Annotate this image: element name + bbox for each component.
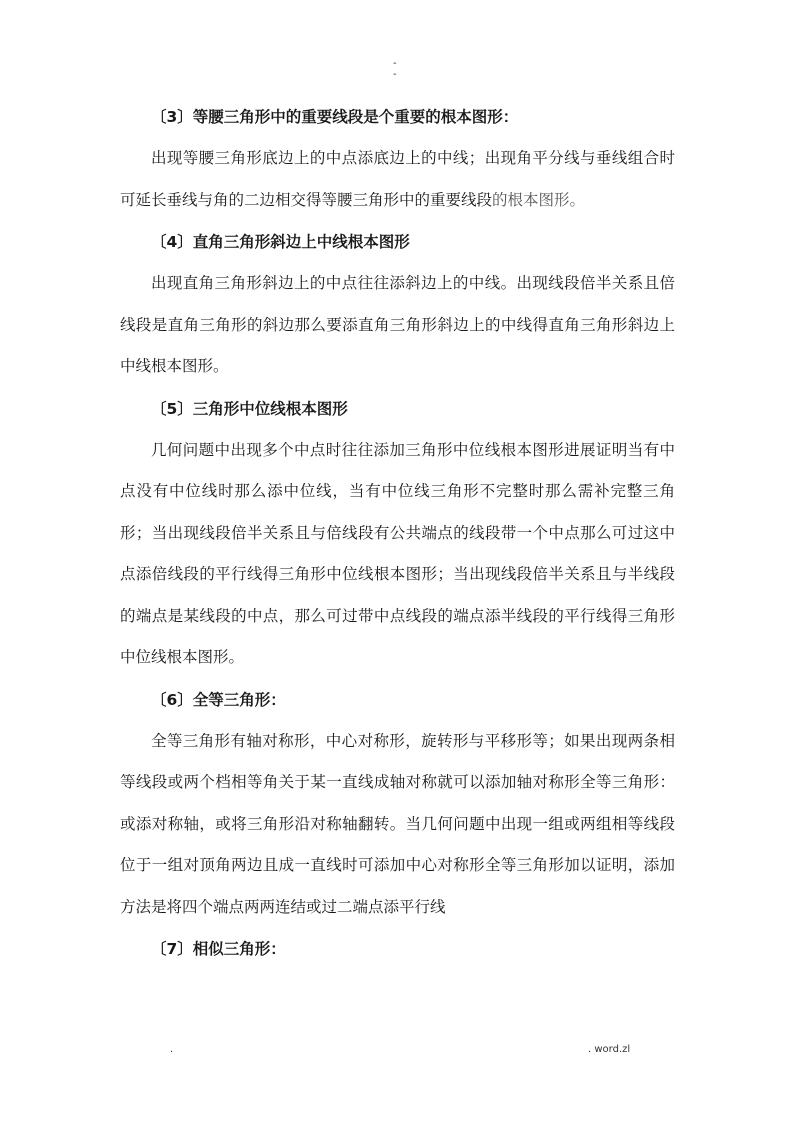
header-mark-top: - [393, 58, 397, 69]
header-mark [393, 58, 397, 80]
document-body [120, 96, 675, 970]
section-body-5: 几何问题中出现多个中点时往往添加三角形中位线根本图形进展证明当有中点没有中位线时那么添中位线，当有中位线三角形不完整时那么需补完整三角形；当出现线段倍半关系且与倍线段有公共端点的线段带一个中点那么可过这中点添倍线段的平行线得三角形中位线根本图形；当出现线段倍半关系且与半线段的端点是某线段的中点，那么可过带中点线段的端点添半线段的平行线得三角形中位线根本图形。 [120, 440, 675, 666]
section-heading-3: 〔3〕等腰三角形中的重要线段是个重要的根本图形： [151, 108, 519, 126]
section-heading-6: 〔6〕全等三角形： [151, 690, 286, 709]
footer-right: . word.zl [588, 1044, 631, 1055]
section-body-3-text: 出现等腰三角形底边上的中点添底边上的中线；出现角平分线与垂线组合时可延长垂线与角的二边相交得等腰三角形中的重要线段 [120, 149, 675, 209]
section-heading-4: 〔4〕直角三角形斜边上中线根本图形 [151, 233, 410, 251]
header-mark-bottom: - [393, 69, 397, 80]
section-body-6: 全等三角形有轴对称形，中心对称形，旋转形与平移形等；如果出现两条相等线段或两个档相等角关于某一直线成轴对称就可以添加轴对称形全等三角形：或添对称轴，或将三角形沿对称轴翻转。当几何问题中出现一组或两组相等线段位于一组对顶角两边且成一直线时可添加中心对称形全等三角形加以证明，添加方法是将四个端点两两连结或过二端点添平行线 [120, 731, 675, 916]
section-heading-5: 〔5〕三角形中位线根本图形 [151, 399, 348, 418]
section-body-3 [120, 138, 675, 221]
section-body-3-tail: 的根本图形。 [492, 190, 586, 209]
section-heading-7: 〔7〕相似三角形： [151, 940, 286, 958]
section-body-4: 出现直角三角形斜边上的中点往往添斜边上的中线。出现线段倍半关系且倍线段是直角三角形的斜边那么要添直角三角形斜边上的中线得直角三角形斜边上中线根本图形。 [120, 274, 675, 375]
footer-left: . [170, 1044, 174, 1055]
